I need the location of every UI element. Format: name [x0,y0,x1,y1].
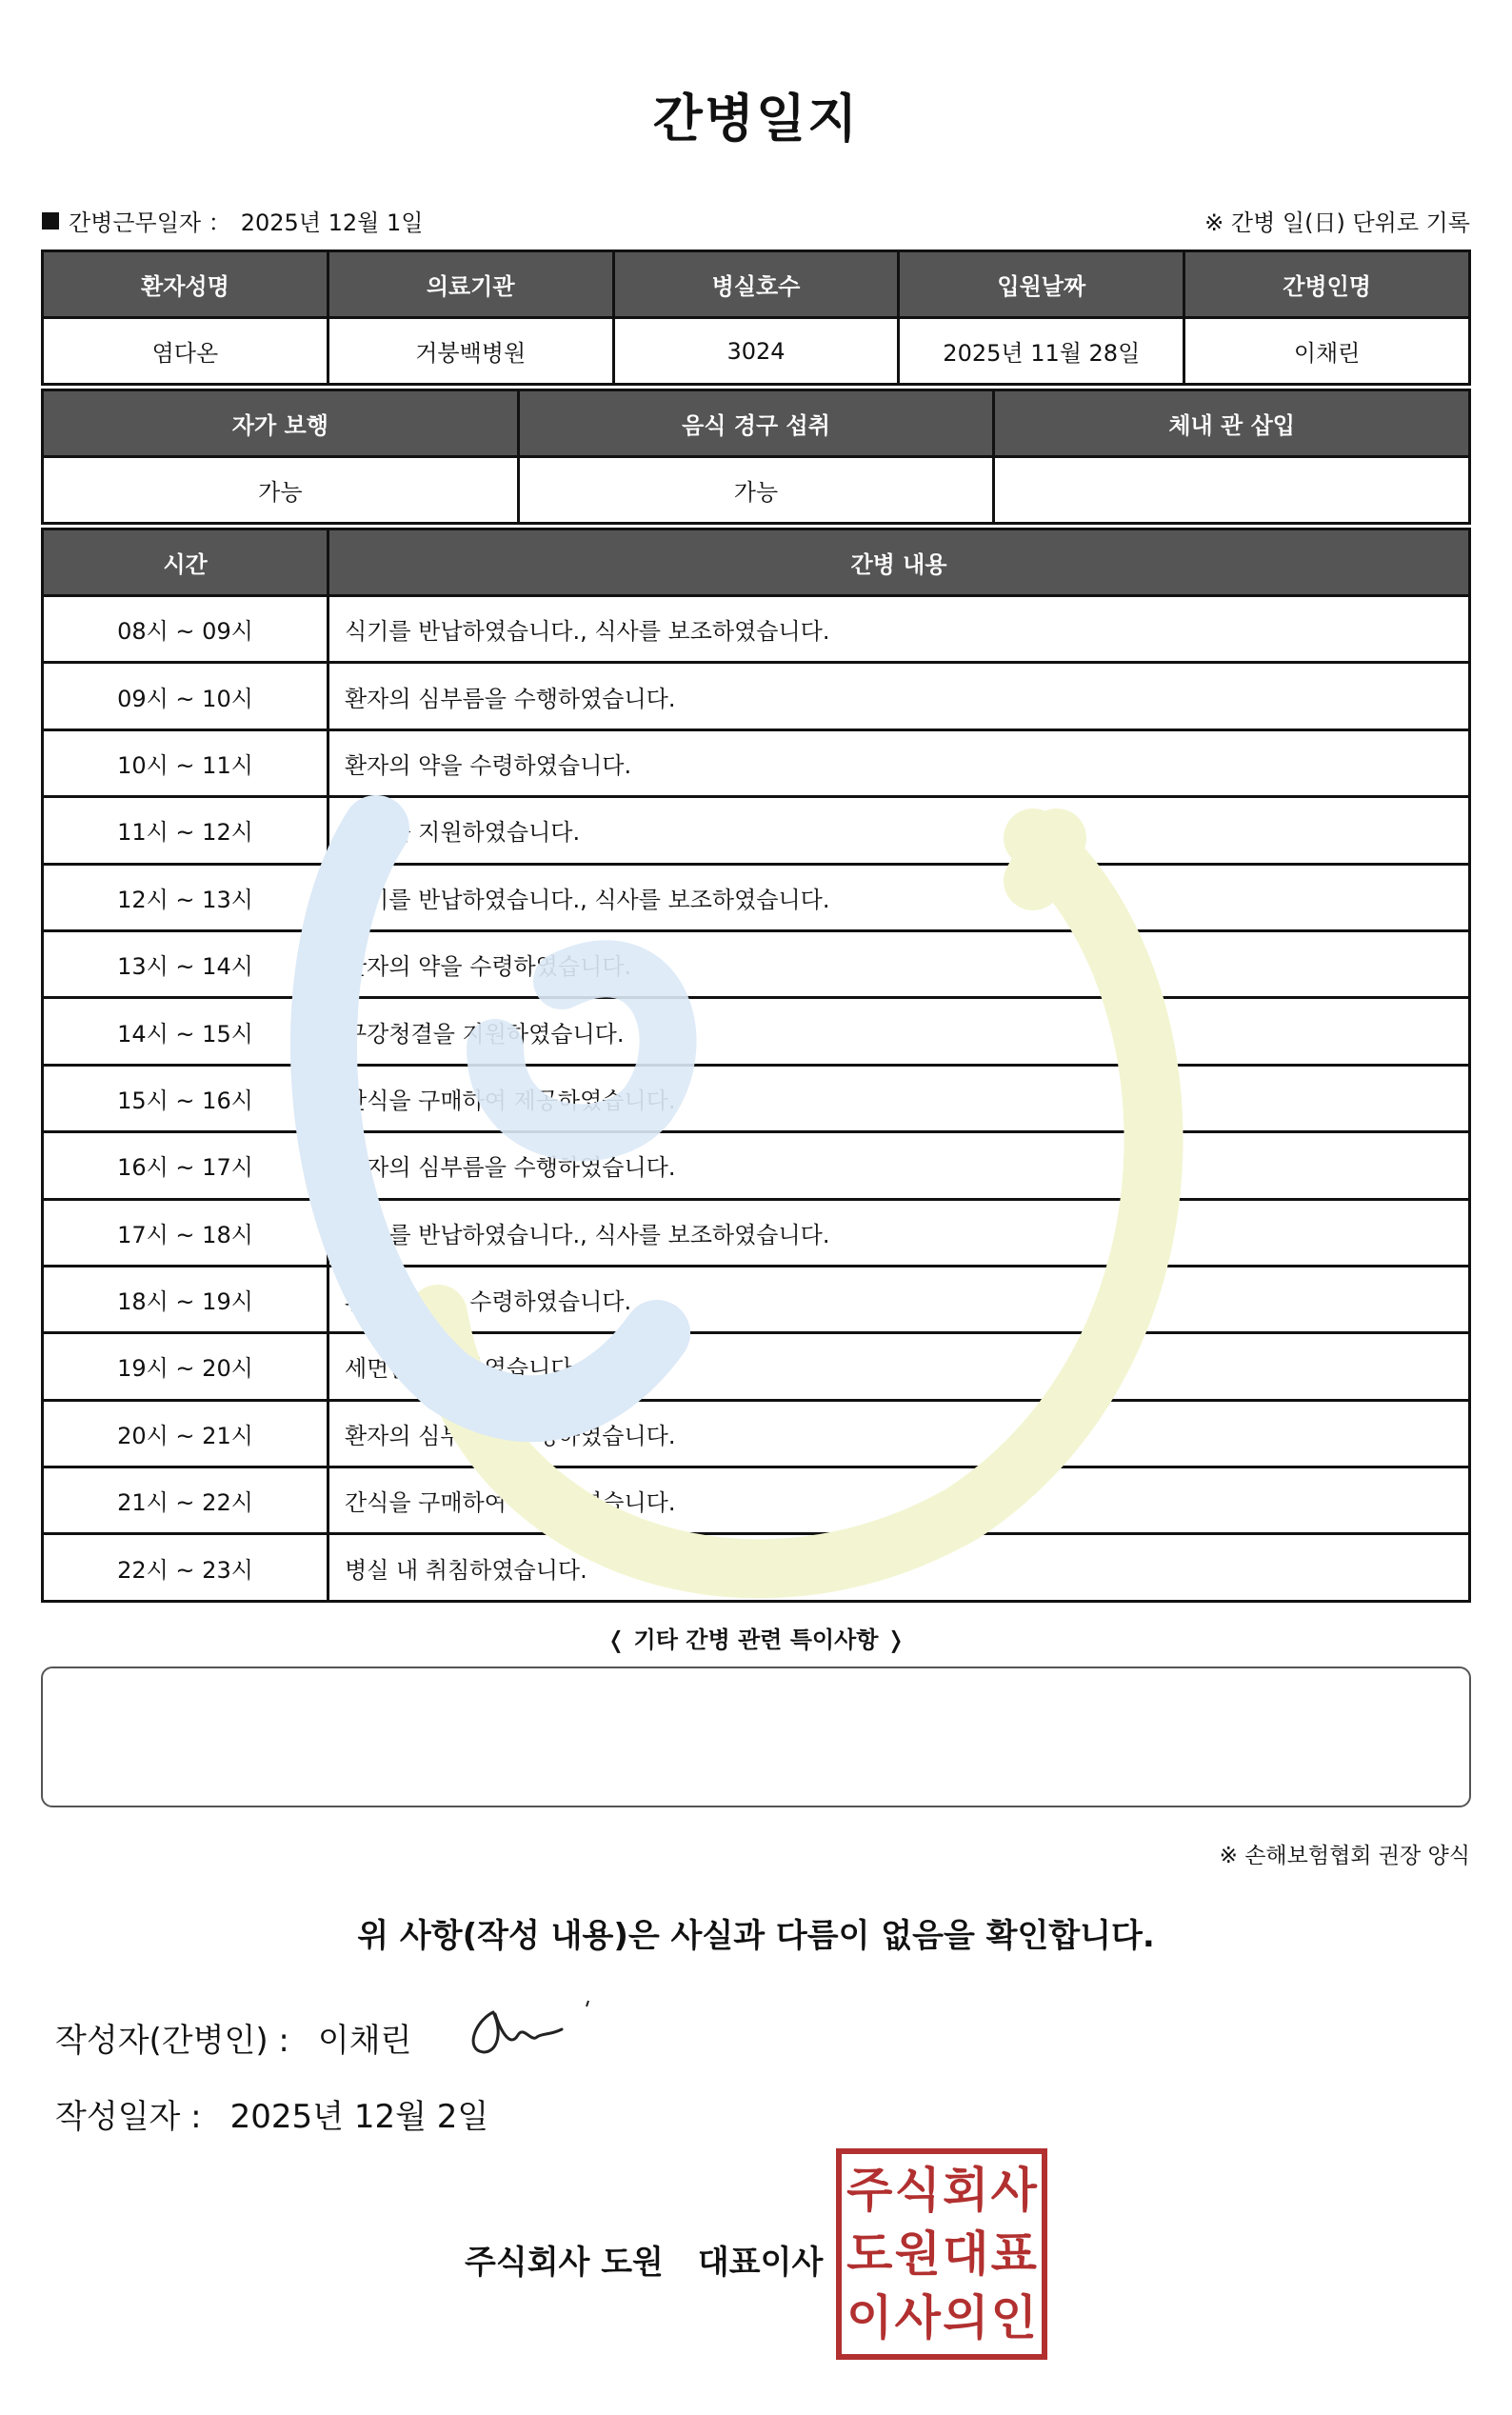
patient-info-header-row [43,251,1470,318]
content-cell: 간식을 구매하여 제공하였습니다. [328,1065,1470,1131]
care-date-line [42,204,423,237]
company-line [465,2236,823,2283]
self-walking-value: 가능 [43,457,519,524]
content-cell: 환자의 약을 수령하였습니다. [328,930,1470,997]
seal-char: 대 [943,2225,989,2282]
care-schedule-table [41,528,1471,1603]
content-cell: 식기를 반납하였습니다., 식사를 보조하였습니다. [328,1199,1470,1266]
table-row [43,1534,1470,1601]
writer-label: 작성자(간병인) : [55,2022,289,2060]
writer-name: 이채린 [317,2022,412,2060]
tube-insertion-value [994,457,1470,524]
content-cell: 간식을 구매하여 제공하였습니다. [328,1467,1470,1534]
header-institution: 의료기관 [328,251,613,318]
unit-note: ※ 간병 일(日) 단위로 기록 [1204,210,1470,236]
content-cell: 병실 내 취침하였습니다. [328,1534,1470,1601]
header-admission-date: 입원날짜 [899,251,1184,318]
content-cell: 환자의 약을 수령하였습니다. [328,1266,1470,1332]
patient-name-value: 염다온 [43,318,328,385]
room-number-value: 3024 [613,318,899,385]
company-title: 대표이사 [697,2244,824,2282]
schedule-header-row [43,529,1470,596]
content-cell: 식기를 반납하였습니다., 식사를 보조하였습니다. [328,864,1470,930]
header-room-number: 병실호수 [613,251,899,318]
seal-char: 사 [990,2162,1037,2218]
seal-char: 인 [990,2290,1037,2346]
seal-char: 사 [894,2290,941,2346]
table-row [43,1400,1470,1467]
notes-box [41,1667,1471,1807]
confirmation-statement: 위 사항(작성 내용)은 사실과 다름이 없음을 확인합니다. [357,1917,1155,1955]
header-caregiver-name: 간병인명 [1184,251,1470,318]
header-time: 시간 [43,529,328,596]
date-line [55,2090,488,2137]
content-cell: 환자의 심부름을 수행하였습니다. [328,663,1470,729]
content-cell: 세면을 보조하였습니다. [328,1333,1470,1400]
table-row [43,596,1470,663]
date-label: 작성일자 : [55,2098,202,2136]
table-row [43,797,1470,864]
table-row [43,1132,1470,1199]
content-cell: 샤워를 지원하였습니다. [328,797,1470,864]
time-cell: 12시 ~ 13시 [43,864,328,930]
abilities-value-row [43,457,1470,524]
time-cell: 21시 ~ 22시 [43,1467,328,1534]
time-cell: 11시 ~ 12시 [43,797,328,864]
table-row [43,998,1470,1065]
header-oral-intake: 음식 경구 섭취 [518,390,994,457]
time-cell: 17시 ~ 18시 [43,1199,328,1266]
patient-info-table [41,249,1471,386]
table-row [43,663,1470,729]
time-cell: 15시 ~ 16시 [43,1065,328,1131]
time-cell: 14시 ~ 15시 [43,998,328,1065]
oral-intake-value: 가능 [518,457,994,524]
square-bullet-icon [42,212,59,230]
content-cell: 환자의 약을 수령하였습니다. [328,729,1470,796]
document-title: 간병일지 [652,89,860,149]
caregiver-name-value: 이채린 [1184,318,1470,385]
table-row [43,1199,1470,1266]
seal-char: 주 [846,2162,893,2218]
seal-char: 도 [846,2225,893,2282]
table-row [43,864,1470,930]
seal-char: 식 [894,2162,941,2218]
time-cell: 10시 ~ 11시 [43,729,328,796]
content-cell: 환자의 심부름을 수행하였습니다. [328,1400,1470,1467]
signature-image [455,1993,598,2069]
seal-char: 의 [943,2290,989,2346]
content-cell: 환자의 심부름을 수행하였습니다. [328,1132,1470,1199]
table-row [43,1266,1470,1332]
form-note: ※ 손해보험협회 권장 양식 [1219,1844,1470,1868]
header-patient-name: 환자성명 [43,251,328,318]
notes-title: ❬ 기타 간병 관련 특이사항 ❭ [607,1627,905,1653]
time-cell: 18시 ~ 19시 [43,1266,328,1332]
table-row [43,729,1470,796]
company-seal-stamp [836,2148,1047,2360]
patient-info-value-row [43,318,1470,385]
time-cell: 13시 ~ 14시 [43,930,328,997]
table-row [43,930,1470,997]
table-row [43,1467,1470,1534]
abilities-header-row [43,390,1470,457]
time-cell: 08시 ~ 09시 [43,596,328,663]
seal-char: 회 [943,2162,989,2218]
care-date-value: 2025년 12월 1일 [240,210,424,236]
table-row [43,1333,1470,1400]
date-value: 2025년 12월 2일 [229,2098,489,2136]
time-cell: 09시 ~ 10시 [43,663,328,729]
header-tube-insertion: 체내 관 삽입 [994,390,1470,457]
company-name: 주식회사 도원 [465,2244,664,2282]
time-cell: 22시 ~ 23시 [43,1534,328,1601]
header-care-content: 간병 내용 [328,529,1470,596]
table-row [43,1065,1470,1131]
seal-char: 표 [990,2225,1037,2282]
time-cell: 16시 ~ 17시 [43,1132,328,1199]
seal-char: 원 [894,2225,941,2282]
institution-value: 거붕백병원 [328,318,613,385]
admission-date-value: 2025년 11월 28일 [899,318,1184,385]
content-cell: 식기를 반납하였습니다., 식사를 보조하였습니다. [328,596,1470,663]
care-date-label: 간병근무일자 ： [69,210,231,236]
content-cell: 구강청결을 지원하였습니다. [328,998,1470,1065]
seal-char: 이 [846,2290,893,2346]
abilities-table [41,389,1471,525]
writer-line [55,2014,411,2061]
header-self-walking: 자가 보행 [43,390,519,457]
time-cell: 20시 ~ 21시 [43,1400,328,1467]
time-cell: 19시 ~ 20시 [43,1333,328,1400]
